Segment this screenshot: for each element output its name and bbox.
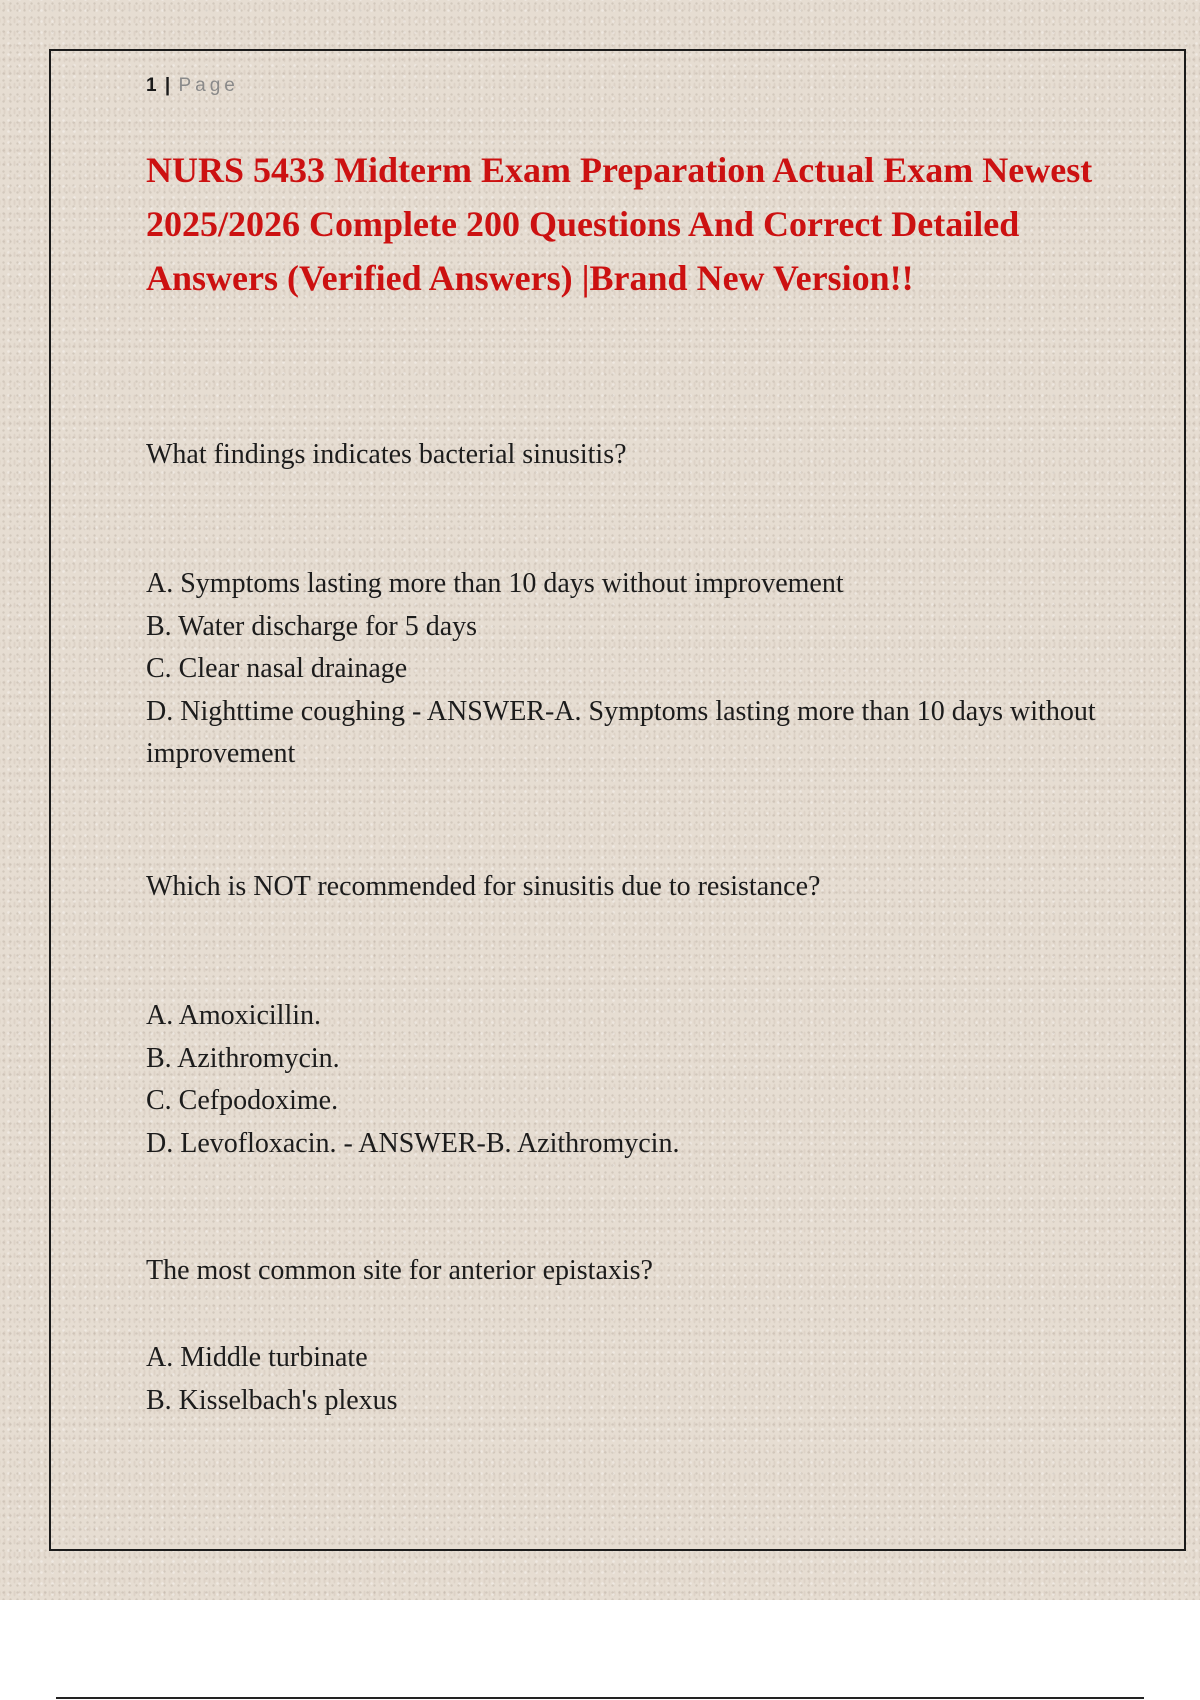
question-1-options — [146, 563, 1106, 776]
question-1-option-d: D. Nighttime coughing - ANSWER-A. Symptoms lasting more than 10 days without improvement — [146, 695, 1096, 769]
page-number: 1 — [146, 75, 158, 96]
question-1-option-a: A. Symptoms lasting more than 10 days without improvement — [146, 568, 844, 599]
question-3-option-b: B. Kisselbach's plexus — [146, 1384, 398, 1416]
question-3-text: The most common site for anterior epistaxis? — [146, 1255, 653, 1286]
question-2-text: Which is NOT recommended for sinusitis due to resistance? — [146, 871, 821, 902]
footer-divider — [56, 1697, 1144, 1699]
question-1-option-b: B. Water discharge for 5 days — [146, 610, 478, 642]
question-1-option-c: C. Clear nasal drainage — [146, 653, 408, 684]
question-2-options — [146, 995, 1106, 1165]
page-label: Page — [178, 75, 239, 96]
question-2-option-b: B. Azithromycin. — [146, 1042, 340, 1074]
document-title: NURS 5433 Midterm Exam Preparation Actual Exam Newest 2025/2026 Complete 200 Questions And Correct Detailed Answers (Verified Answers) |Brand New Version!! — [146, 150, 1093, 298]
question-2-option-c: C. Cefpodoxime. — [146, 1085, 339, 1116]
question-2-option-a: A. Amoxicillin. — [146, 1000, 321, 1031]
question-1-text: What findings indicates bacterial sinusitis? — [146, 439, 627, 470]
question-3-options — [146, 1337, 1106, 1422]
page-number-separator: | — [164, 75, 171, 96]
question-3-option-a: A. Middle turbinate — [146, 1342, 368, 1373]
question-2-option-d: D. Levofloxacin. - ANSWER-B. Azithromycin. — [146, 1127, 680, 1159]
page-number-header — [146, 75, 239, 97]
